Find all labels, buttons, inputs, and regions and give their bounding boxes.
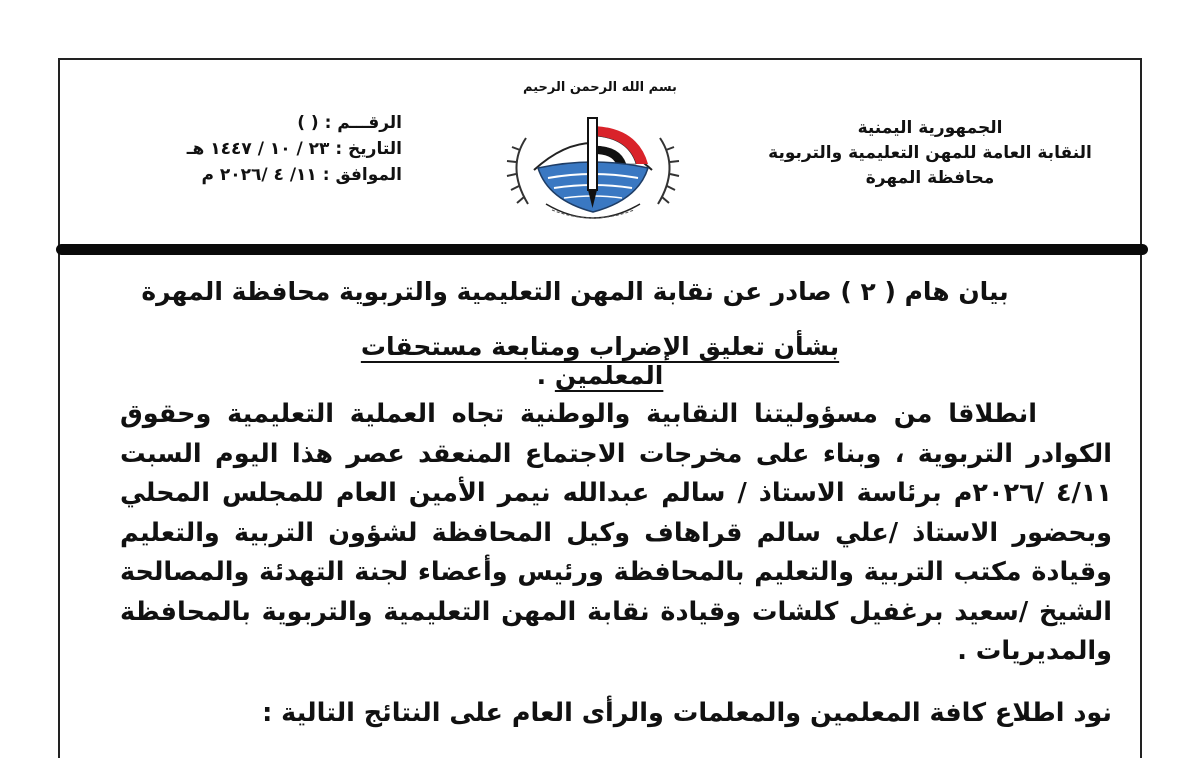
date-gregorian: الموافق : ١١/ ٤ /٢٠٢٦ م — [201, 165, 402, 185]
statement-body — [120, 395, 1112, 672]
org-line-governorate: محافظة المهرة — [865, 168, 995, 188]
date-hijri: التاريخ : ٢٣ / ١٠ / ١٤٤٧ هـ — [186, 139, 402, 159]
org-line-country: الجمهورية اليمنية — [857, 118, 1003, 138]
reference-block — [112, 110, 402, 188]
statement-subject-period: . — [536, 361, 555, 390]
statement-subject — [320, 332, 880, 390]
ref-number: الرقـــم : ( ) — [297, 113, 402, 133]
statement-subject-text: بشأن تعليق الإضراب ومتابعة مستحقات المعلمين — [360, 332, 840, 390]
header-divider — [56, 244, 1148, 255]
statement-heading: بيان هام ( ٢ ) صادر عن نقابة المهن التعليمية والتربوية محافظة المهرة — [141, 277, 1009, 306]
org-line-syndicate: النقابة العامة للمهن التعليمية والتربوية — [768, 143, 1092, 163]
statement-notice: نود اطلاع كافة المعلمين والمعلمات والرأى العام على النتائج التالية : — [262, 698, 1112, 728]
basmala: بسم الله الرحمن الرحيم — [523, 80, 677, 95]
statement-body-text: انطلاقا من مسؤوليتنا النقابية والوطنية تجاه العملية التعليمية وحقوق الكوادر التربوية ، وبناء على مخرجات الاجتماع المنعقد عصر هذا اليوم السبت ٤/١١ /٢٠٢٦م برئاسة الاستاذ / سالم عبدالله نيمر الأمين العام للمجلس المحلي وبحضور الاستاذ /علي سالم قراهاف وكيل المحافظة لشؤون التربية والتعليم وقيادة مكتب التربية والتعليم بالمحافظة ورئيس وأعضاء لجنة التهدئة والمصالحة الشيخ /سعيد برغفيل كلشات وقيادة نقابة المهن التعليمية والتربوية بالمحافظة والمديريات . — [120, 399, 1112, 666]
organization-block — [740, 116, 1120, 191]
syndicate-emblem-icon — [488, 108, 698, 228]
